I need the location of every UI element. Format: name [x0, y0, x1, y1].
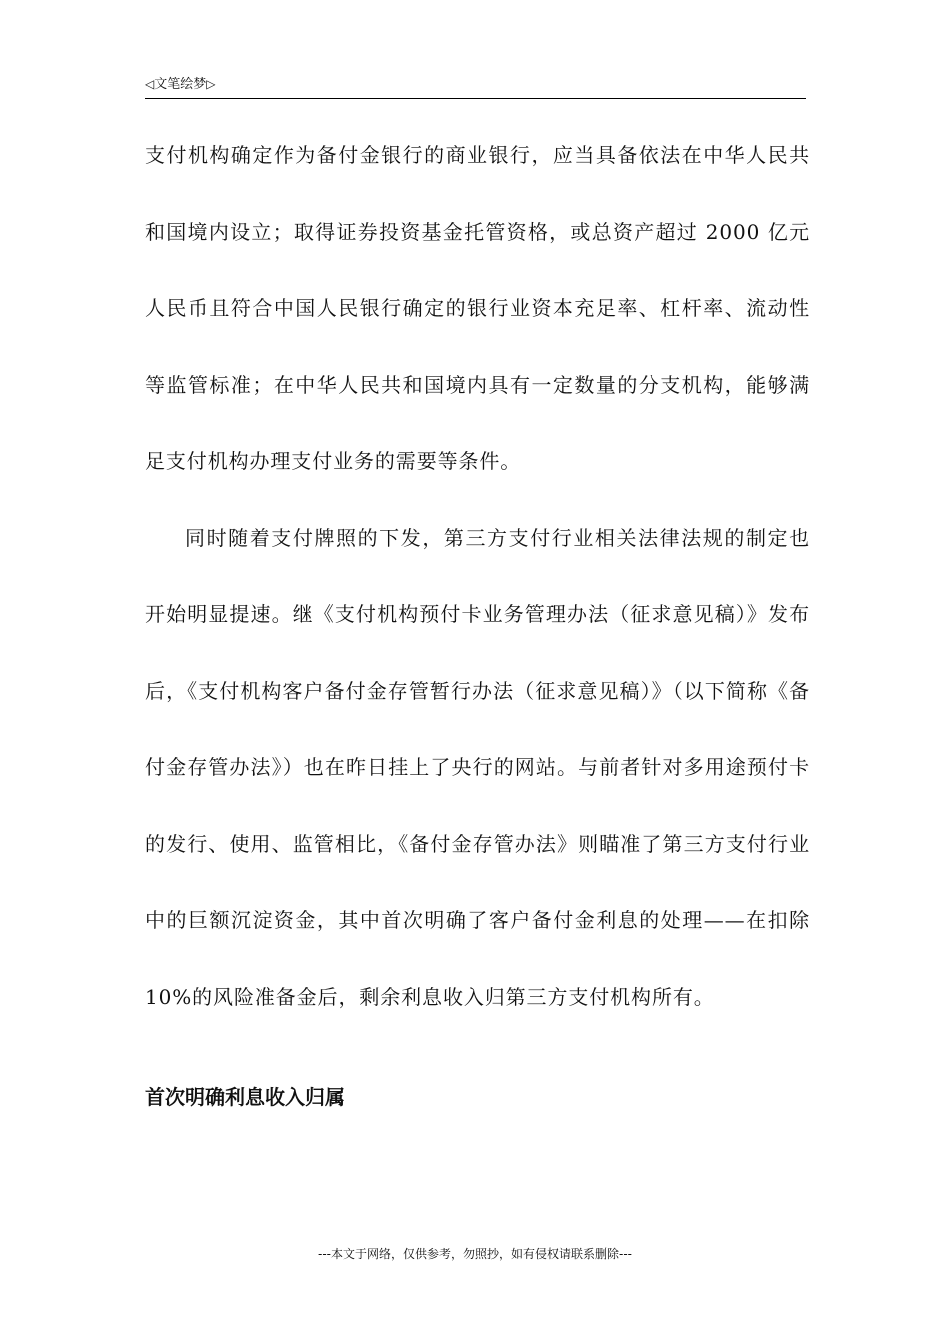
paragraph-2: 同时随着支付牌照的下发，第三方支付行业相关法律法规的制定也开始明显提速。继《支付机构预付卡业务管理办法（征求意见稿）》发布后，《支付机构客户备付金存管暂行办法（征求意见稿）》（以下简称《备付金存管办法》）也在昨日挂上了央行的网站。与前者针对多用途预付卡的发行、使用、监管相比，《备付金存管办法》则瞄准了第三方支付行业中的巨额沉淀资金，其中首次明确了客户备付金利息的处理——在扣除 10%的风险准备金后，剩余利息收入归第三方支付机构所有。	[145, 525, 810, 1009]
page-header	[145, 74, 806, 99]
paragraph-1: 支付机构确定作为备付金银行的商业银行，应当具备依法在中华人民共和国境内设立；取得证券投资基金托管资格，或总资产超过 2000 亿元人民币且符合中国人民银行确定的银行业资本充足率、杠杆率、流动性等监管标准；在中华人民共和国境内具有一定数量的分支机构，能够满足支付机构办理支付业务的需要等条件。	[145, 143, 810, 473]
body-text	[145, 117, 810, 1035]
page-footer: ---本文于网络，仅供参考，勿照抄，如有侵权请联系删除---	[318, 1247, 632, 1261]
section-heading: 首次明确利息收入归属	[145, 1085, 345, 1109]
left-triangle-icon: ◁	[145, 77, 155, 91]
header-title: 文笔绘梦	[154, 77, 207, 92]
right-triangle-icon: ▷	[206, 77, 216, 91]
